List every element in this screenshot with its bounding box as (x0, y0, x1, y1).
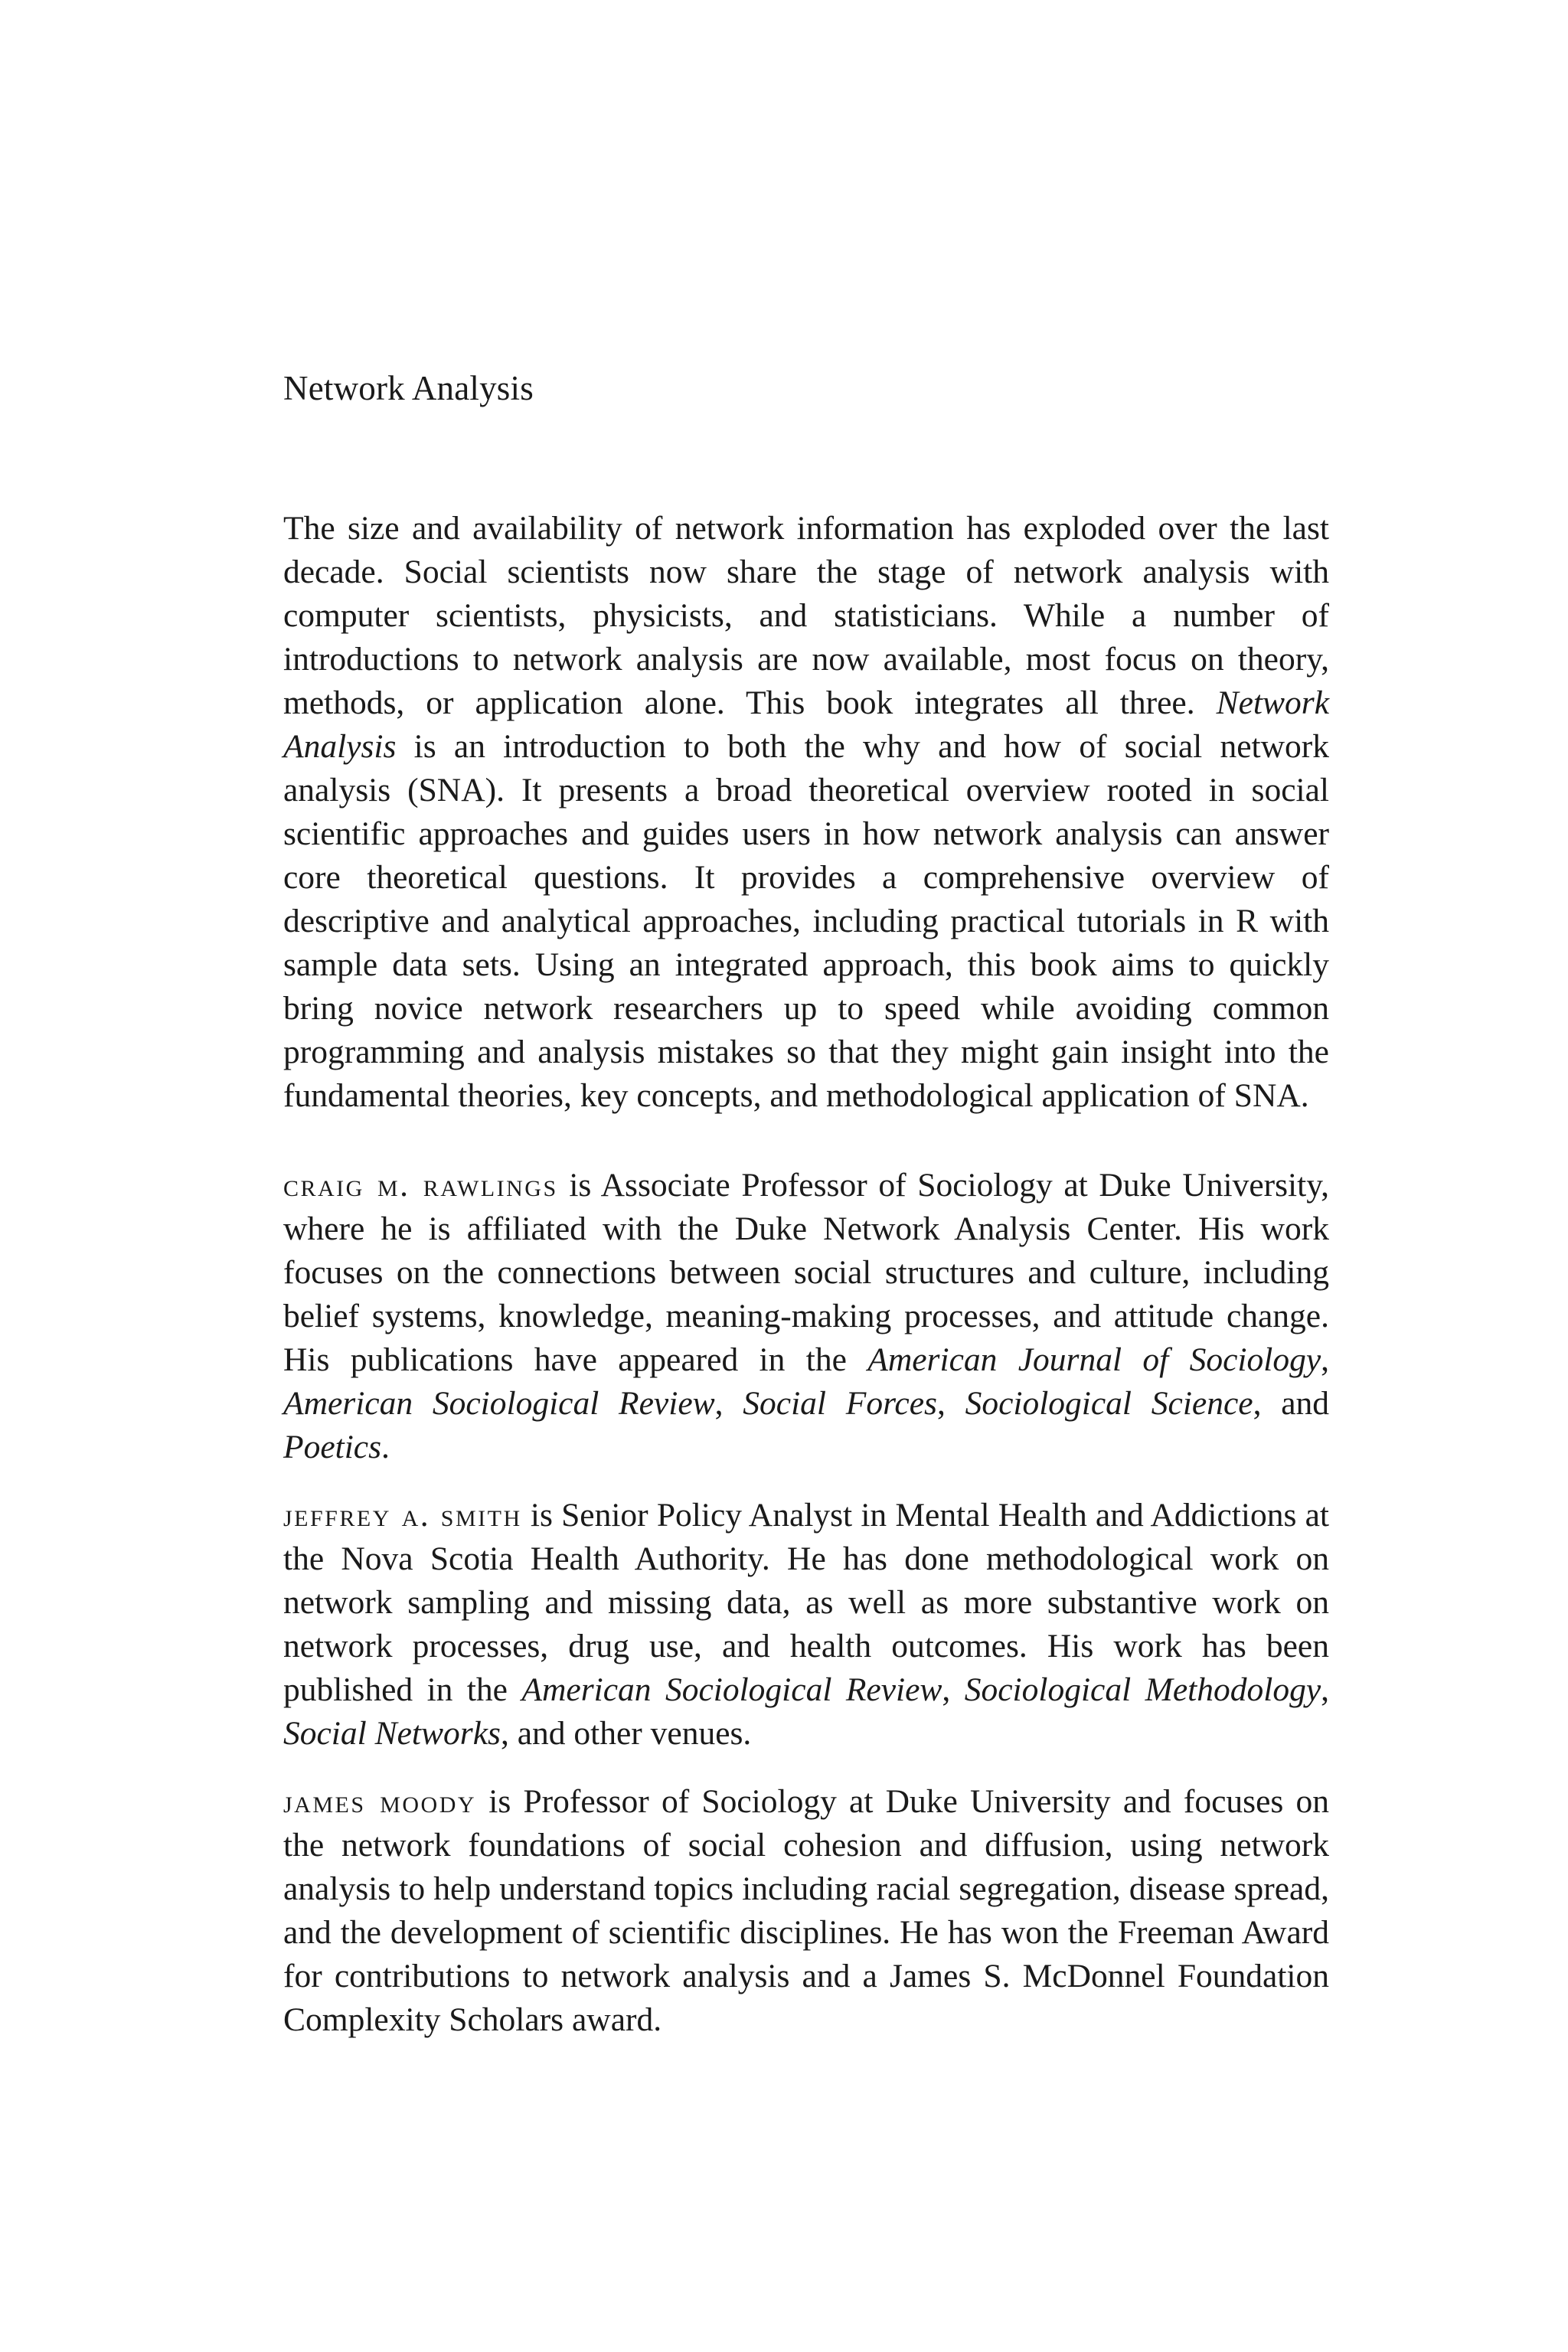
book-title-italic: Network Analysis (283, 684, 1330, 765)
venue-title: Sociological Methodology (964, 1671, 1321, 1708)
page-title: Network Analysis (283, 369, 534, 407)
author-bio-smith: jeffrey a. smith is Senior Policy Analyst in Mental Health and Addictions at the Nova Scotia Health Authority. He has done methodological work on network sampling and missing data, as well as more substantive work on network processes, drug use, and health outcomes. His work has been published in the American Sociological Review, Sociological Methodology, Social Networks, and other venues. (283, 1497, 1330, 1752)
description-body: is an introduction to both the why and how of social network analysis (SNA). It presents a broad theoretical overview rooted in social scientific approaches and guides users in how network analysis can answer core theoretical questions. It provides a comprehensive overview of descriptive and analytical approaches, including practical tutorials in R with sample data sets. Using an integrated approach, this book aims to quickly bring novice network researchers up to speed while avoiding common programming and analysis mistakes so that they might gain insight into the fundamental theories, key concepts, and methodological application of SNA. (283, 728, 1330, 1114)
author-bio-text: is Associate Professor of Sociology at Duke University, where he is affiliated with the Duke Network Analysis Center. His work focuses on the connections between social structures and culture, including belief systems, knowledge, meaning-making processes, and attitude change. His publications have appeared in the (283, 1167, 1330, 1378)
book-description (283, 507, 1329, 1118)
venue-title: American Journal of Sociology (867, 1341, 1321, 1378)
author-name: jeffrey a. smith (283, 1497, 522, 1534)
description-intro: The size and availability of network information has exploded over the last decade. Social scientists now share the stage of network analysis with computer scientists, physicists, and statisticians. While a number of introductions to network analysis are now available, most focus on theory, methods, or application alone. This book integrates all three. (283, 510, 1329, 721)
author-name: james moody (283, 1783, 477, 1820)
venue-title: Social Networks (283, 1715, 501, 1752)
venue-title: American Sociological Review (283, 1385, 715, 1422)
author-bio-moody (283, 1780, 1329, 2042)
author-name: craig m. rawlings (283, 1167, 558, 1204)
venue-title: Sociological Science (965, 1385, 1253, 1422)
author-bio-rawlings: craig m. rawlings is Associate Professor of Sociology at Duke University, where he is affiliated with the Duke Network Analysis Center. His work focuses on the connections between social structures and culture, including belief systems, knowledge, meaning-making processes, and attitude change. His publications have appeared in the American Journal of Sociology, American Sociological Review, Social Forces, Sociological Science, and Poetics. (283, 1167, 1330, 1465)
venue-title: American Sociological Review (521, 1671, 942, 1708)
venue-title: Poetics (283, 1429, 382, 1465)
author-bio-text: is Professor of Sociology at Duke University and focuses on the network foundations of social cohesion and diffusion, using network analysis to help understand topics including racial segregation, disease spread, and the development of scientific disciplines. He has won the Freeman Award for contributions to network analysis and a James S. McDonnel Foundation Complexity Scholars award. (283, 1783, 1330, 2038)
book-front-matter (283, 368, 1329, 2042)
author-bio-text: is Senior Policy Analyst in Mental Health and Addictions at the Nova Scotia Health Authority. He has done methodological work on network sampling and missing data, as well as more substantive work on network processes, drug use, and health outcomes. His work has been published in the (283, 1497, 1330, 1708)
venue-title: Social Forces (743, 1385, 937, 1422)
